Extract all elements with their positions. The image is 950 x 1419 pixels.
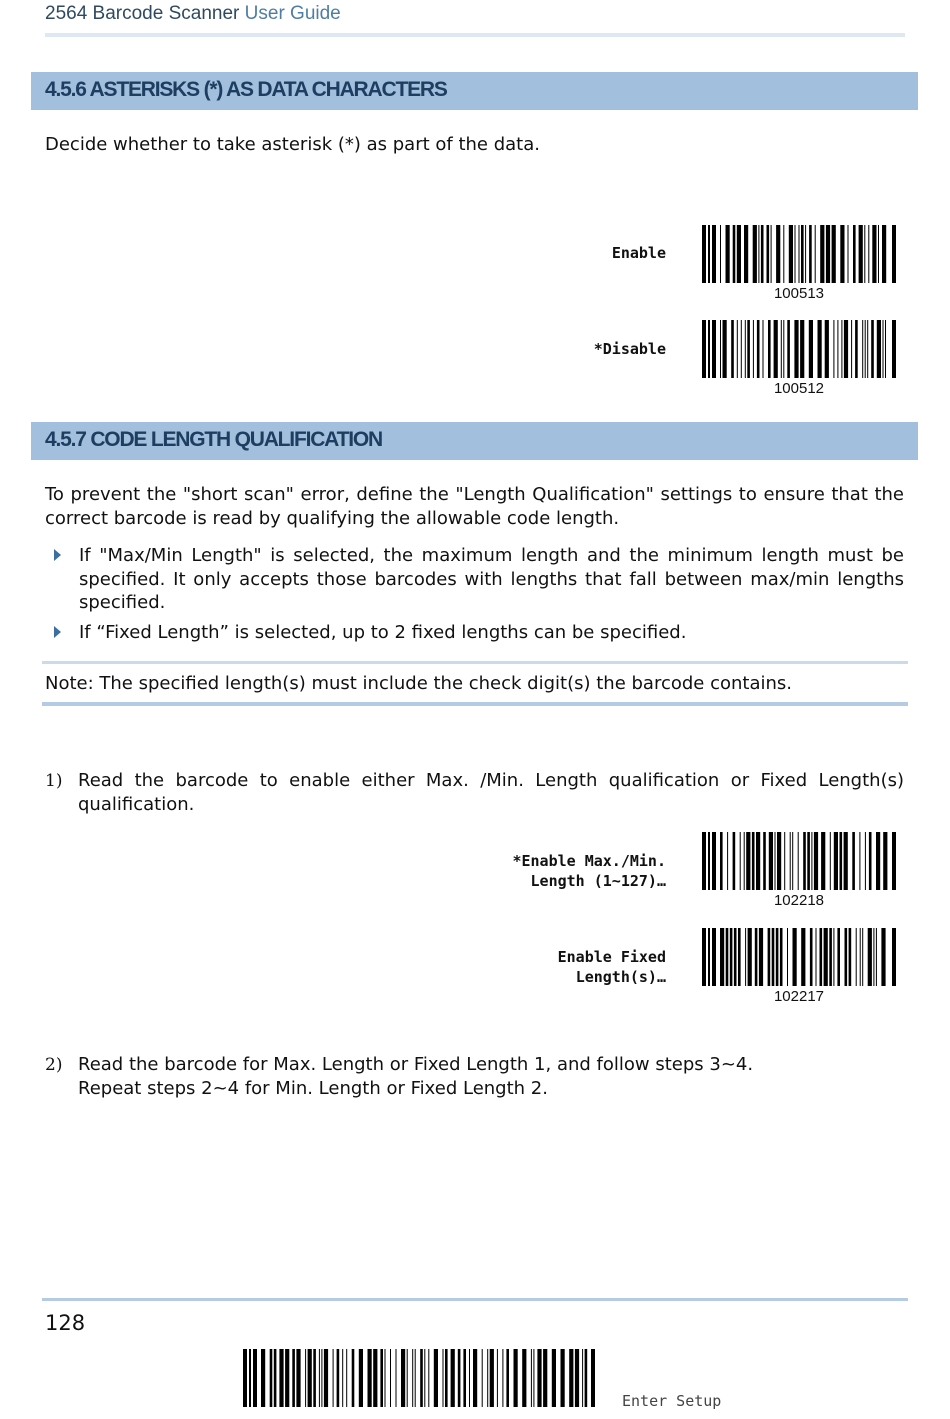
page-number: 128: [45, 1311, 86, 1335]
running-header: [45, 3, 341, 25]
option-label-line: Length (1~127)…: [530, 872, 666, 890]
barcode-max-min[interactable]: [702, 832, 896, 909]
barcode-bars: [702, 320, 896, 378]
barcode-number: 102217: [773, 988, 825, 1005]
barcode-enable[interactable]: [702, 225, 896, 302]
barcode-number: 102218: [773, 892, 825, 909]
bullet-arrow-icon: [54, 549, 61, 561]
enter-setup-label: Enter Setup: [622, 1392, 722, 1410]
bullet-item: If “Fixed Length” is selected, up to 2 fixed lengths can be specified.: [79, 622, 687, 643]
step-text-line: Repeat steps 2~4 for Min. Length or Fixed Length 2.: [78, 1077, 548, 1099]
option-label-line: Enable Fixed: [557, 948, 666, 966]
option-label-max-min: [512, 851, 666, 891]
barcode-number: 100513: [773, 285, 825, 302]
barcode-bars: [702, 928, 896, 986]
header-rule: [45, 33, 905, 37]
section-title: 4.5.6 ASTERISKS (*) AS DATA CHARACTERS: [45, 78, 447, 101]
barcode-bars: [702, 832, 896, 890]
option-label-enable: Enable: [611, 244, 666, 262]
option-label-line: *Enable Max./Min.: [512, 852, 666, 870]
footer-rule: [42, 1298, 908, 1301]
barcode-number: 100512: [773, 380, 825, 397]
note-rule-bottom: [42, 702, 908, 706]
step-number: 1): [45, 771, 63, 791]
option-label-fixed: [558, 947, 666, 987]
bullet-item: If "Max/Min Length" is selected, the maximum length and the minimum length must be specified. It only accepts those barcodes with lengths that fall between max/min lengths specified.: [79, 545, 904, 613]
bullet-arrow-icon: [54, 626, 61, 638]
step-text: Read the barcode to enable either Max. /Min. Length qualification or Fixed Length(s) qualification.: [78, 770, 904, 815]
barcode-bars: [702, 225, 896, 283]
barcode-enter-setup[interactable]: [243, 1349, 595, 1407]
option-label-line: Length(s)…: [575, 968, 666, 986]
note-text: Note: The specified length(s) must include the check digit(s) the barcode contains.: [45, 673, 792, 694]
header-title-sub: User Guide: [244, 3, 341, 24]
section-intro: Decide whether to take asterisk (*) as part of the data.: [45, 134, 540, 155]
section-heading-bar: [31, 422, 918, 460]
section-heading-bar: [31, 72, 918, 110]
section-intro: To prevent the "short scan" error, define the "Length Qualification" settings to ensure that the correct barcode is read by qualifying the allowable code length.: [45, 484, 904, 529]
step-text-line: Read the barcode for Max. Length or Fixed Length 1, and follow steps 3~4.: [78, 1054, 754, 1075]
barcode-fixed[interactable]: [702, 928, 896, 1005]
step-number: 2): [45, 1055, 63, 1075]
option-label-disable: *Disable: [593, 340, 666, 358]
step-text: [78, 1053, 904, 1100]
barcode-bars: [243, 1349, 595, 1407]
note-rule-top: [42, 661, 908, 664]
section-title: 4.5.7 CODE LENGTH QUALIFICATION: [45, 428, 382, 451]
barcode-disable[interactable]: [702, 320, 896, 397]
header-title-main: 2564 Barcode Scanner: [45, 3, 240, 24]
